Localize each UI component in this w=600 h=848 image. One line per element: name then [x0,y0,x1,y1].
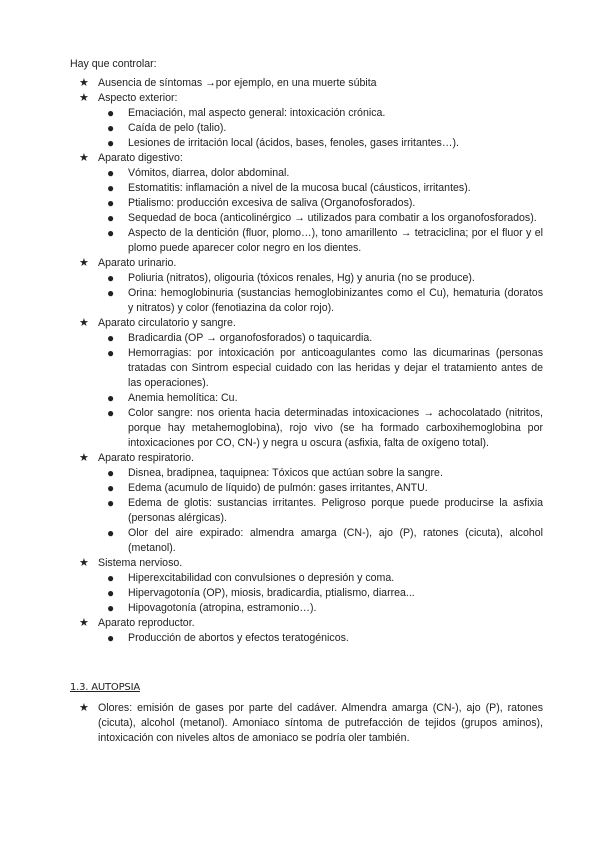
sub-list-item-text: Producción de abortos y efectos teratogénicos. [128,632,349,644]
sub-list-item-text: Bradicardia (OP → organofosforados) o taquicardia. [128,332,373,344]
sub-list-item [98,406,543,451]
sub-list-item [98,136,543,151]
list-item [70,91,543,151]
dot-bullet-icon: ● [107,166,115,180]
sub-list-item-text: Ptialismo: producción excesiva de saliva (Organofosforados). [128,197,416,209]
list-item [70,451,543,556]
sub-list-item-text: Sequedad de boca (anticolinérgico → utilizados para combatir a los organofosforados). [128,212,537,224]
control-list [70,76,543,646]
list-item [70,701,543,746]
intro-line: Hay que controlar: [70,58,157,70]
star-bullet-icon: ★ [79,557,89,569]
list-item [70,616,543,646]
dot-bullet-icon: ● [107,346,115,360]
list-item [70,256,543,316]
dot-bullet-icon: ● [107,571,115,585]
sub-list-item-text: Edema de glotis: sustancias irritantes. Peligroso porque puede producirse la asfixia (personas alérgicas). [128,497,543,524]
dot-bullet-icon: ● [107,211,115,225]
list-item-text: Aparato digestivo: [98,152,183,164]
sub-list-item [98,496,543,526]
star-bullet-icon: ★ [79,617,89,629]
dot-bullet-icon: ● [107,181,115,195]
sub-list-item [98,331,543,346]
sub-list [98,106,543,151]
dot-bullet-icon: ● [107,406,115,420]
sub-list-item-text: Edema (acumulo de líquido) de pulmón: gases irritantes, ANTU. [128,482,428,494]
star-bullet-icon: ★ [79,452,89,464]
dot-bullet-icon: ● [107,601,115,615]
list-item-text: Sistema nervioso. [98,557,183,569]
dot-bullet-icon: ● [107,481,115,495]
dot-bullet-icon: ● [107,526,115,540]
sub-list-item-text: Lesiones de irritación local (ácidos, bases, fenoles, gases irritantes…). [128,137,459,149]
document-content [70,57,543,746]
sub-list-item [98,166,543,181]
list-item [70,76,543,91]
sub-list [98,271,543,316]
autopsy-list [70,701,543,746]
sub-list-item-text: Caída de pelo (talio). [128,122,227,134]
sub-list-item [98,286,543,316]
sub-list-item [98,121,543,136]
star-bullet-icon: ★ [79,152,89,164]
sub-list-item [98,106,543,121]
list-item [70,556,543,616]
sub-list-item [98,571,543,586]
list-item-text: Aspecto exterior: [98,92,178,104]
dot-bullet-icon: ● [107,286,115,300]
dot-bullet-icon: ● [107,391,115,405]
list-item-text: Aparato respiratorio. [98,452,194,464]
sub-list-item [98,226,543,256]
sub-list-item-text: Hipovagotonía (atropina, estramonio…). [128,602,317,614]
sub-list [98,466,543,556]
dot-bullet-icon: ● [107,106,115,120]
sub-list-item-text: Hiperexcitabilidad con convulsiones o depresión y coma. [128,572,395,584]
star-bullet-icon: ★ [79,702,89,714]
star-bullet-icon: ★ [79,317,89,329]
sub-list-item [98,196,543,211]
sub-list-item [98,481,543,496]
star-bullet-icon: ★ [79,77,89,89]
sub-list-item [98,181,543,196]
sub-list-item-text: Disnea, bradipnea, taquipnea: Tóxicos que actúan sobre la sangre. [128,467,443,479]
sub-list [98,331,543,451]
sub-list-item [98,466,543,481]
sub-list-item [98,526,543,556]
dot-bullet-icon: ● [107,196,115,210]
sub-list-item-text: Hemorragias: por intoxicación por anticoagulantes como las dicumarinas (personas tratadas con Sintrom especial cuidado con las heridas y dejar el tratamiento antes de las operaciones). [128,347,543,389]
sub-list-item-text: Aspecto de la dentición (fluor, plomo…), tono amarillento → tetraciclina; por el fluor y el plomo puede aparecer color negro en los dientes. [128,227,543,254]
sub-list [98,571,543,616]
dot-bullet-icon: ● [107,496,115,510]
sub-list-item [98,601,543,616]
star-bullet-icon: ★ [79,257,89,269]
sub-list-item-text: Emaciación, mal aspecto general: intoxicación crónica. [128,107,386,119]
sub-list-item [98,271,543,286]
sub-list-item [98,586,543,601]
list-item-text: Ausencia de síntomas →por ejemplo, en una muerte súbita [98,77,377,89]
star-bullet-icon: ★ [79,92,89,104]
list-item-text: Aparato circulatorio y sangre. [98,317,236,329]
dot-bullet-icon: ● [107,121,115,135]
sub-list-item [98,391,543,406]
sub-list-item-text: Olor del aire expirado: almendra amarga (CN-), ajo (P), ratones (cicuta), alcohol (metanol). [128,527,543,554]
list-item [70,316,543,451]
list-item-text: Aparato reproductor. [98,617,195,629]
sub-list-item-text: Hipervagotonía (OP), miosis, bradicardia, ptialismo, diarrea... [128,587,415,599]
sub-list [98,631,543,646]
sub-list-item-text: Vómitos, diarrea, dolor abdominal. [128,167,290,179]
dot-bullet-icon: ● [107,331,115,345]
dot-bullet-icon: ● [107,226,115,240]
sub-list-item-text: Poliuria (nitratos), oligouria (tóxicos renales, Hg) y anuria (no se produce). [128,272,475,284]
sub-list-item-text: Color sangre: nos orienta hacia determinadas intoxicaciones → achocolatado (nitritos, porque hay metahemoglobina), rojo vivo (se ha formado carboxihemoglobina por intoxicaciones por CO, CN-) y negra u oscura (asfixia, falta de oxígeno total). [128,407,543,449]
dot-bullet-icon: ● [107,586,115,600]
list-item [70,151,543,256]
dot-bullet-icon: ● [107,466,115,480]
list-item-text: Aparato urinario. [98,257,177,269]
section-heading: 1.3. AUTOPSIA [70,682,140,693]
sub-list-item-text: Orina: hemoglobinuria (sustancias hemoglobinizantes como el Cu), hematuria (doratos y nitratos) y color (fenotiazina da color rojo). [128,287,543,314]
sub-list-item-text: Anemia hemolítica: Cu. [128,392,238,404]
sub-list-item [98,211,543,226]
sub-list-item [98,631,543,646]
dot-bullet-icon: ● [107,136,115,150]
dot-bullet-icon: ● [107,631,115,645]
sub-list-item [98,346,543,391]
sub-list-item-text: Estomatitis: inflamación a nivel de la mucosa bucal (cáusticos, irritantes). [128,182,471,194]
sub-list [98,166,543,256]
list-item-text: Olores: emisión de gases por parte del cadáver. Almendra amarga (CN-), ajo (P), ratones (cicuta), alcohol (metanol). Amoniaco síntoma de putrefacción de tejidos (grupos aminos), intoxicación con niveles altos de amoniaco se podría oler también. [98,702,543,744]
dot-bullet-icon: ● [107,271,115,285]
